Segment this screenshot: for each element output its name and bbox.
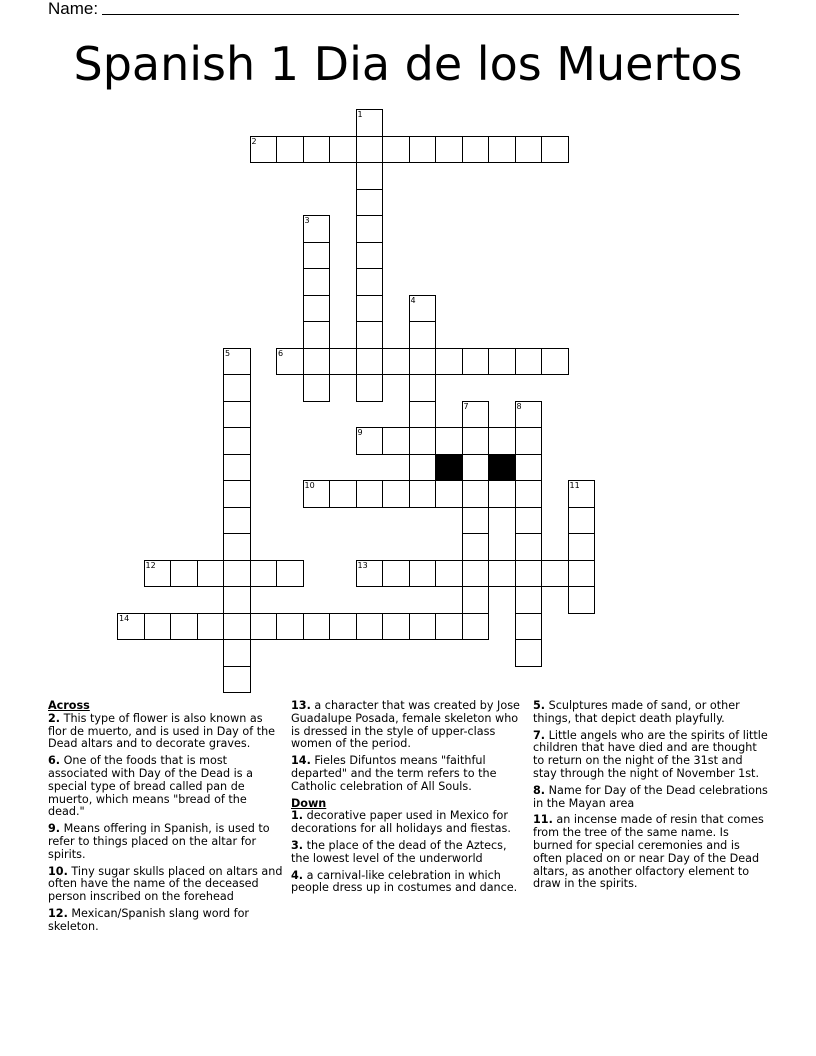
across-heading: Across (48, 699, 90, 712)
clue-number: 14 (119, 613, 130, 623)
crossword-cell[interactable] (568, 586, 596, 614)
crossword-cell[interactable] (382, 613, 410, 641)
crossword-cell[interactable] (382, 560, 410, 588)
crossword-cell[interactable] (409, 613, 437, 641)
crossword-cell[interactable] (462, 507, 490, 535)
crossword-cell[interactable] (223, 427, 251, 455)
crossword-cell[interactable] (515, 348, 543, 376)
across-clue-6: 6. One of the foods that is most associated with Day of the Dead is a special type of bread called pan de muerto, which means "bread of the dead." (48, 754, 253, 819)
crossword-cell[interactable] (568, 507, 596, 535)
crossword-cell[interactable] (409, 374, 437, 402)
clue-column-2 (291, 700, 523, 899)
crossword-cell[interactable] (462, 613, 490, 641)
crossword-cell[interactable] (409, 427, 437, 455)
crossword-cell[interactable] (117, 613, 145, 641)
crossword-cell[interactable] (462, 348, 490, 376)
clue-column-3 (533, 700, 769, 895)
crossword-cell[interactable] (329, 613, 357, 641)
crossword-cell[interactable] (223, 560, 251, 588)
crossword-cell[interactable] (276, 613, 304, 641)
crossword-cell[interactable] (356, 348, 384, 376)
crossword-cell[interactable] (144, 613, 172, 641)
crossword-cell[interactable] (223, 666, 251, 694)
crossword-cell[interactable] (515, 401, 543, 429)
name-label: Name: (48, 0, 99, 18)
crossword-cell[interactable] (515, 507, 543, 535)
crossword-cell[interactable] (515, 560, 543, 588)
crossword-cell[interactable] (409, 348, 437, 376)
crossword-cell[interactable] (568, 560, 596, 588)
down-clue-3: 3. the place of the dead of the Aztecs, the lowest level of the underworld (291, 838, 507, 865)
crossword-cell[interactable] (409, 321, 437, 349)
crossword-cell[interactable] (356, 136, 384, 164)
down-clue-1: 1. decorative paper used in Mexico for decorations for all holidays and fiestas. (291, 809, 511, 836)
crossword-cell[interactable] (462, 586, 490, 614)
crossword-cell[interactable] (223, 454, 251, 482)
clue-number: 8 (516, 401, 522, 411)
crossword-cell[interactable] (541, 348, 569, 376)
clue-number: 4 (410, 295, 416, 305)
crossword-cell[interactable] (515, 454, 543, 482)
crossword-cell[interactable] (223, 374, 251, 402)
down-clue-8: 8. Name for Day of the Dead celebrations in the Mayan area (533, 783, 768, 810)
crossword-cell[interactable] (197, 560, 225, 588)
crossword-cell[interactable] (462, 401, 490, 429)
across-clue-10: 10. Tiny sugar skulls placed on altars and often have the name of the deceased person inscribed on the forehead (48, 864, 283, 904)
crossword-cell[interactable] (223, 586, 251, 614)
crossword-cell[interactable] (515, 613, 543, 641)
crossword-cell[interactable] (170, 560, 198, 588)
name-field[interactable] (48, 0, 739, 18)
crossword-cell[interactable] (568, 480, 596, 508)
crossword-cell[interactable] (409, 560, 437, 588)
clue-number: 3 (304, 216, 310, 225)
crossword-cell[interactable] (356, 268, 384, 296)
crossword-cell[interactable] (303, 242, 331, 270)
crossword-cell[interactable] (329, 480, 357, 508)
crossword-cell[interactable] (462, 533, 490, 561)
crossword-cell[interactable] (462, 427, 490, 455)
crossword-cell[interactable] (488, 480, 516, 508)
down-clue-11: 11. an incense made of resin that comes from the tree of the same name. Is burned for special ceremonies and is often placed on or near Day of the Dead altars, as another olfactory element to draw in the spirits. (533, 813, 764, 891)
across-clue-2: 2. This type of flower is also known as flor de muerto, and is used in Day of the Dead altars and to decorate graves. (48, 711, 276, 751)
crossword-cell[interactable] (303, 613, 331, 641)
crossword-cell[interactable] (435, 136, 463, 164)
across-clue-9: 9. Means offering in Spanish, is used to refer to things placed on the altar for spirits. (48, 822, 270, 861)
crossword-cell[interactable] (223, 348, 251, 376)
crossword-cell[interactable] (382, 427, 410, 455)
clue-number: 12 (145, 560, 156, 570)
crossword-cell[interactable] (197, 613, 225, 641)
across-clue-12: 12. Mexican/Spanish slang word for skeleton. (48, 906, 250, 933)
crossword-cell[interactable] (541, 136, 569, 164)
clue-number: 5 (225, 348, 231, 358)
crossword-cell[interactable] (303, 321, 331, 349)
crossword-cell[interactable] (409, 401, 437, 429)
crossword-cell[interactable] (409, 480, 437, 508)
crossword-cell[interactable] (462, 454, 490, 482)
crossword-cell[interactable] (462, 560, 490, 588)
crossword-cell[interactable] (303, 295, 331, 323)
clue-number: 9 (357, 428, 363, 437)
down-clue-7: 7. Little angels who are the spirits of little children that have died and are thought to return on the night of the 31st and stay through the night of November 1st. (533, 728, 768, 780)
crossword-cell[interactable] (303, 480, 331, 508)
crossword-cell[interactable] (356, 374, 384, 402)
clue-number: 13 (357, 560, 368, 570)
crossword-cell[interactable] (276, 348, 304, 376)
clue-number: 1 (357, 110, 363, 119)
crossword-cell[interactable] (356, 242, 384, 270)
crossword-cell[interactable] (250, 136, 278, 164)
crossword-cell[interactable] (409, 136, 437, 164)
crossword-cell[interactable] (223, 480, 251, 508)
crossword-cell[interactable] (329, 348, 357, 376)
crossword-cell[interactable] (303, 374, 331, 402)
crossword-cell[interactable] (329, 136, 357, 164)
crossword-cell[interactable] (409, 454, 437, 482)
crossword-cell[interactable] (435, 348, 463, 376)
crossword-cell[interactable] (462, 136, 490, 164)
across-clue-13: 13. a character that was created by Jose Guadalupe Posada, female skeleton who is dressed in the style of upper-class women of the period. (291, 699, 520, 751)
crossword-cell[interactable] (515, 533, 543, 561)
crossword-cell[interactable] (488, 427, 516, 455)
crossword-cell[interactable] (435, 427, 463, 455)
clue-number: 10 (304, 481, 315, 490)
down-clue-4: 4. a carnival-like celebration in which people dress up in costumes and dance. (291, 868, 518, 895)
name-underline (102, 0, 739, 15)
crossword-cell[interactable] (435, 480, 463, 508)
down-clue-5: 5. Sculptures made of sand, or other things, that depict death playfully. (533, 699, 740, 725)
across-clue-14: 14. Fieles Difuntos means "faithful departed" and the term refers to the Catholic celebration of All Souls. (291, 754, 497, 793)
crossword-cell[interactable] (488, 348, 516, 376)
crossword-cell[interactable] (356, 560, 384, 588)
crossword-cell[interactable] (382, 136, 410, 164)
crossword-cell[interactable] (356, 189, 384, 217)
crossword-cell[interactable] (250, 560, 278, 588)
crossword-cell[interactable] (356, 321, 384, 349)
crossword-cell[interactable] (435, 613, 463, 641)
crossword-cell[interactable] (356, 613, 384, 641)
crossword-cell[interactable] (170, 613, 198, 641)
crossword-cell[interactable] (276, 560, 304, 588)
clue-number: 6 (278, 348, 284, 358)
crossword-cell[interactable] (356, 480, 384, 508)
crossword-cell[interactable] (382, 348, 410, 376)
crossword-cell[interactable] (223, 533, 251, 561)
crossword-cell[interactable] (356, 295, 384, 323)
crossword-cell[interactable] (541, 560, 569, 588)
crossword-cell[interactable] (409, 295, 437, 323)
crossword-cell[interactable] (223, 401, 251, 429)
crossword-cell[interactable] (303, 268, 331, 296)
crossword-cell[interactable] (515, 639, 543, 667)
crossword-cell[interactable] (356, 162, 384, 190)
crossword-cell[interactable] (462, 480, 490, 508)
crossword-cell[interactable] (488, 136, 516, 164)
crossword-cell[interactable] (250, 613, 278, 641)
clue-number: 7 (463, 401, 469, 411)
crossword-cell[interactable] (303, 136, 331, 164)
crossword-cell[interactable] (515, 480, 543, 508)
crossword-cell[interactable] (356, 427, 384, 455)
black-cell (488, 454, 516, 482)
crossword-cell[interactable] (223, 613, 251, 641)
clue-column-1 (48, 700, 284, 938)
crossword-cell[interactable] (276, 136, 304, 164)
crossword-cell[interactable] (303, 348, 331, 376)
crossword-cell[interactable] (144, 560, 172, 588)
clue-number: 11 (569, 481, 580, 490)
crossword-cell[interactable] (488, 560, 516, 588)
down-heading: Down (291, 796, 327, 810)
crossword-cell[interactable] (223, 507, 251, 535)
crossword-cell[interactable] (515, 586, 543, 614)
page-title: Spanish 1 Dia de los Muertos (73, 37, 743, 91)
crossword-cell[interactable] (435, 560, 463, 588)
crossword-cell[interactable] (515, 136, 543, 164)
crossword-cell[interactable] (356, 109, 384, 137)
crossword-cell[interactable] (223, 639, 251, 667)
crossword-cell[interactable] (356, 215, 384, 243)
crossword-cell[interactable] (515, 427, 543, 455)
crossword-cell[interactable] (382, 480, 410, 508)
black-cell (435, 454, 463, 482)
crossword-cell[interactable] (303, 215, 331, 243)
crossword-cell[interactable] (568, 533, 596, 561)
clue-number: 2 (251, 136, 257, 146)
